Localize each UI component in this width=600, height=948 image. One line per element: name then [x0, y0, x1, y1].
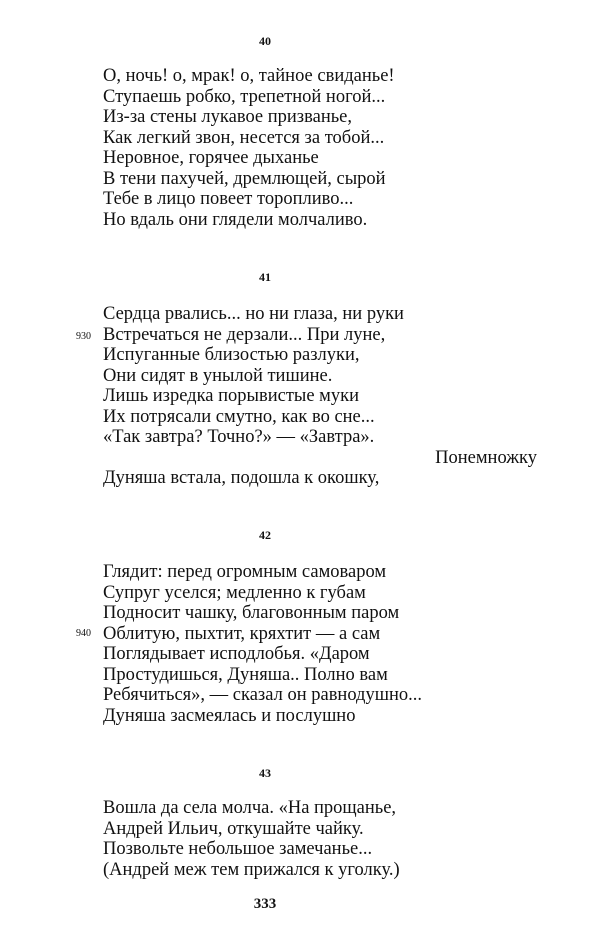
- verse-line: «Так завтра? Точно?» — «Завтра».: [103, 427, 375, 447]
- verse-line: Дуняша засмеялась и послушно: [103, 705, 356, 726]
- verse-line: Позвольте небольшое замечанье...: [103, 839, 373, 859]
- verse-line: Из-за стены лукавое призванье,: [103, 107, 352, 127]
- stanza-number: 43: [259, 766, 271, 780]
- verse-line: Облитую, пыхтит, кряхтит — а сам: [103, 623, 381, 644]
- stanza-43: [103, 798, 543, 880]
- verse-line: Глядит: перед огромным самоваром: [103, 562, 387, 582]
- stanza-42: [103, 562, 543, 726]
- verse-line: О, ночь! о, мрак! о, тайное свиданье!: [103, 66, 395, 86]
- verse-line: Дуняша встала, подошла к окошку,: [103, 468, 380, 488]
- stanza-41: [103, 304, 543, 489]
- verse-line: Лишь изредка порывистые муки: [103, 386, 360, 406]
- stanza-number: 40: [259, 34, 271, 48]
- verse-line: Подносит чашку, благовонным паром: [103, 603, 400, 623]
- verse-line: Андрей Ильич, откушайте чайку.: [103, 818, 364, 839]
- stanza-number: 42: [259, 528, 271, 542]
- stanza-number: 41: [259, 270, 271, 284]
- verse-line: Тебе в лицо повеет торопливо...: [103, 189, 354, 209]
- verse-line: Но вдаль они глядели молчаливо.: [103, 209, 368, 230]
- verse-line: Поглядывает исподлобья. «Даром: [103, 644, 370, 664]
- verse-line: Сердца рвались... но ни глаза, ни руки: [103, 304, 404, 324]
- verse-line: Ребячиться», — сказал он равнодушно...: [103, 685, 422, 705]
- verse-line: В тени пахучей, дремлющей, сырой: [103, 168, 386, 189]
- page-number: 333: [253, 896, 277, 912]
- verse-line: Супруг уселся; медленно к губам: [103, 582, 366, 603]
- verse-line: Испуганные близостью разлуки,: [103, 345, 360, 365]
- verse-line: Неровное, горячее дыханье: [103, 148, 319, 168]
- line-number: 930: [76, 331, 91, 342]
- verse-line: Простудишься, Дуняша.. Полно вам: [103, 664, 388, 685]
- line-number: 940: [76, 628, 91, 639]
- verse-line: (Андрей меж тем прижался к уголку.): [103, 859, 400, 880]
- verse-line: Они сидят в унылой тишине.: [103, 365, 333, 386]
- verse-line: Встречаться не дерзали... При луне,: [103, 324, 386, 345]
- verse-line-continuation: Понемножку: [435, 447, 537, 468]
- verse-line: Ступаешь робко, трепетной ногой...: [103, 86, 386, 107]
- stanza-40: [103, 66, 543, 230]
- verse-line: Как легкий звон, несется за тобой...: [103, 127, 385, 148]
- verse-line: Вошла да села молча. «На прощанье,: [103, 798, 397, 818]
- verse-line: Их потрясали смутно, как во сне...: [103, 406, 375, 427]
